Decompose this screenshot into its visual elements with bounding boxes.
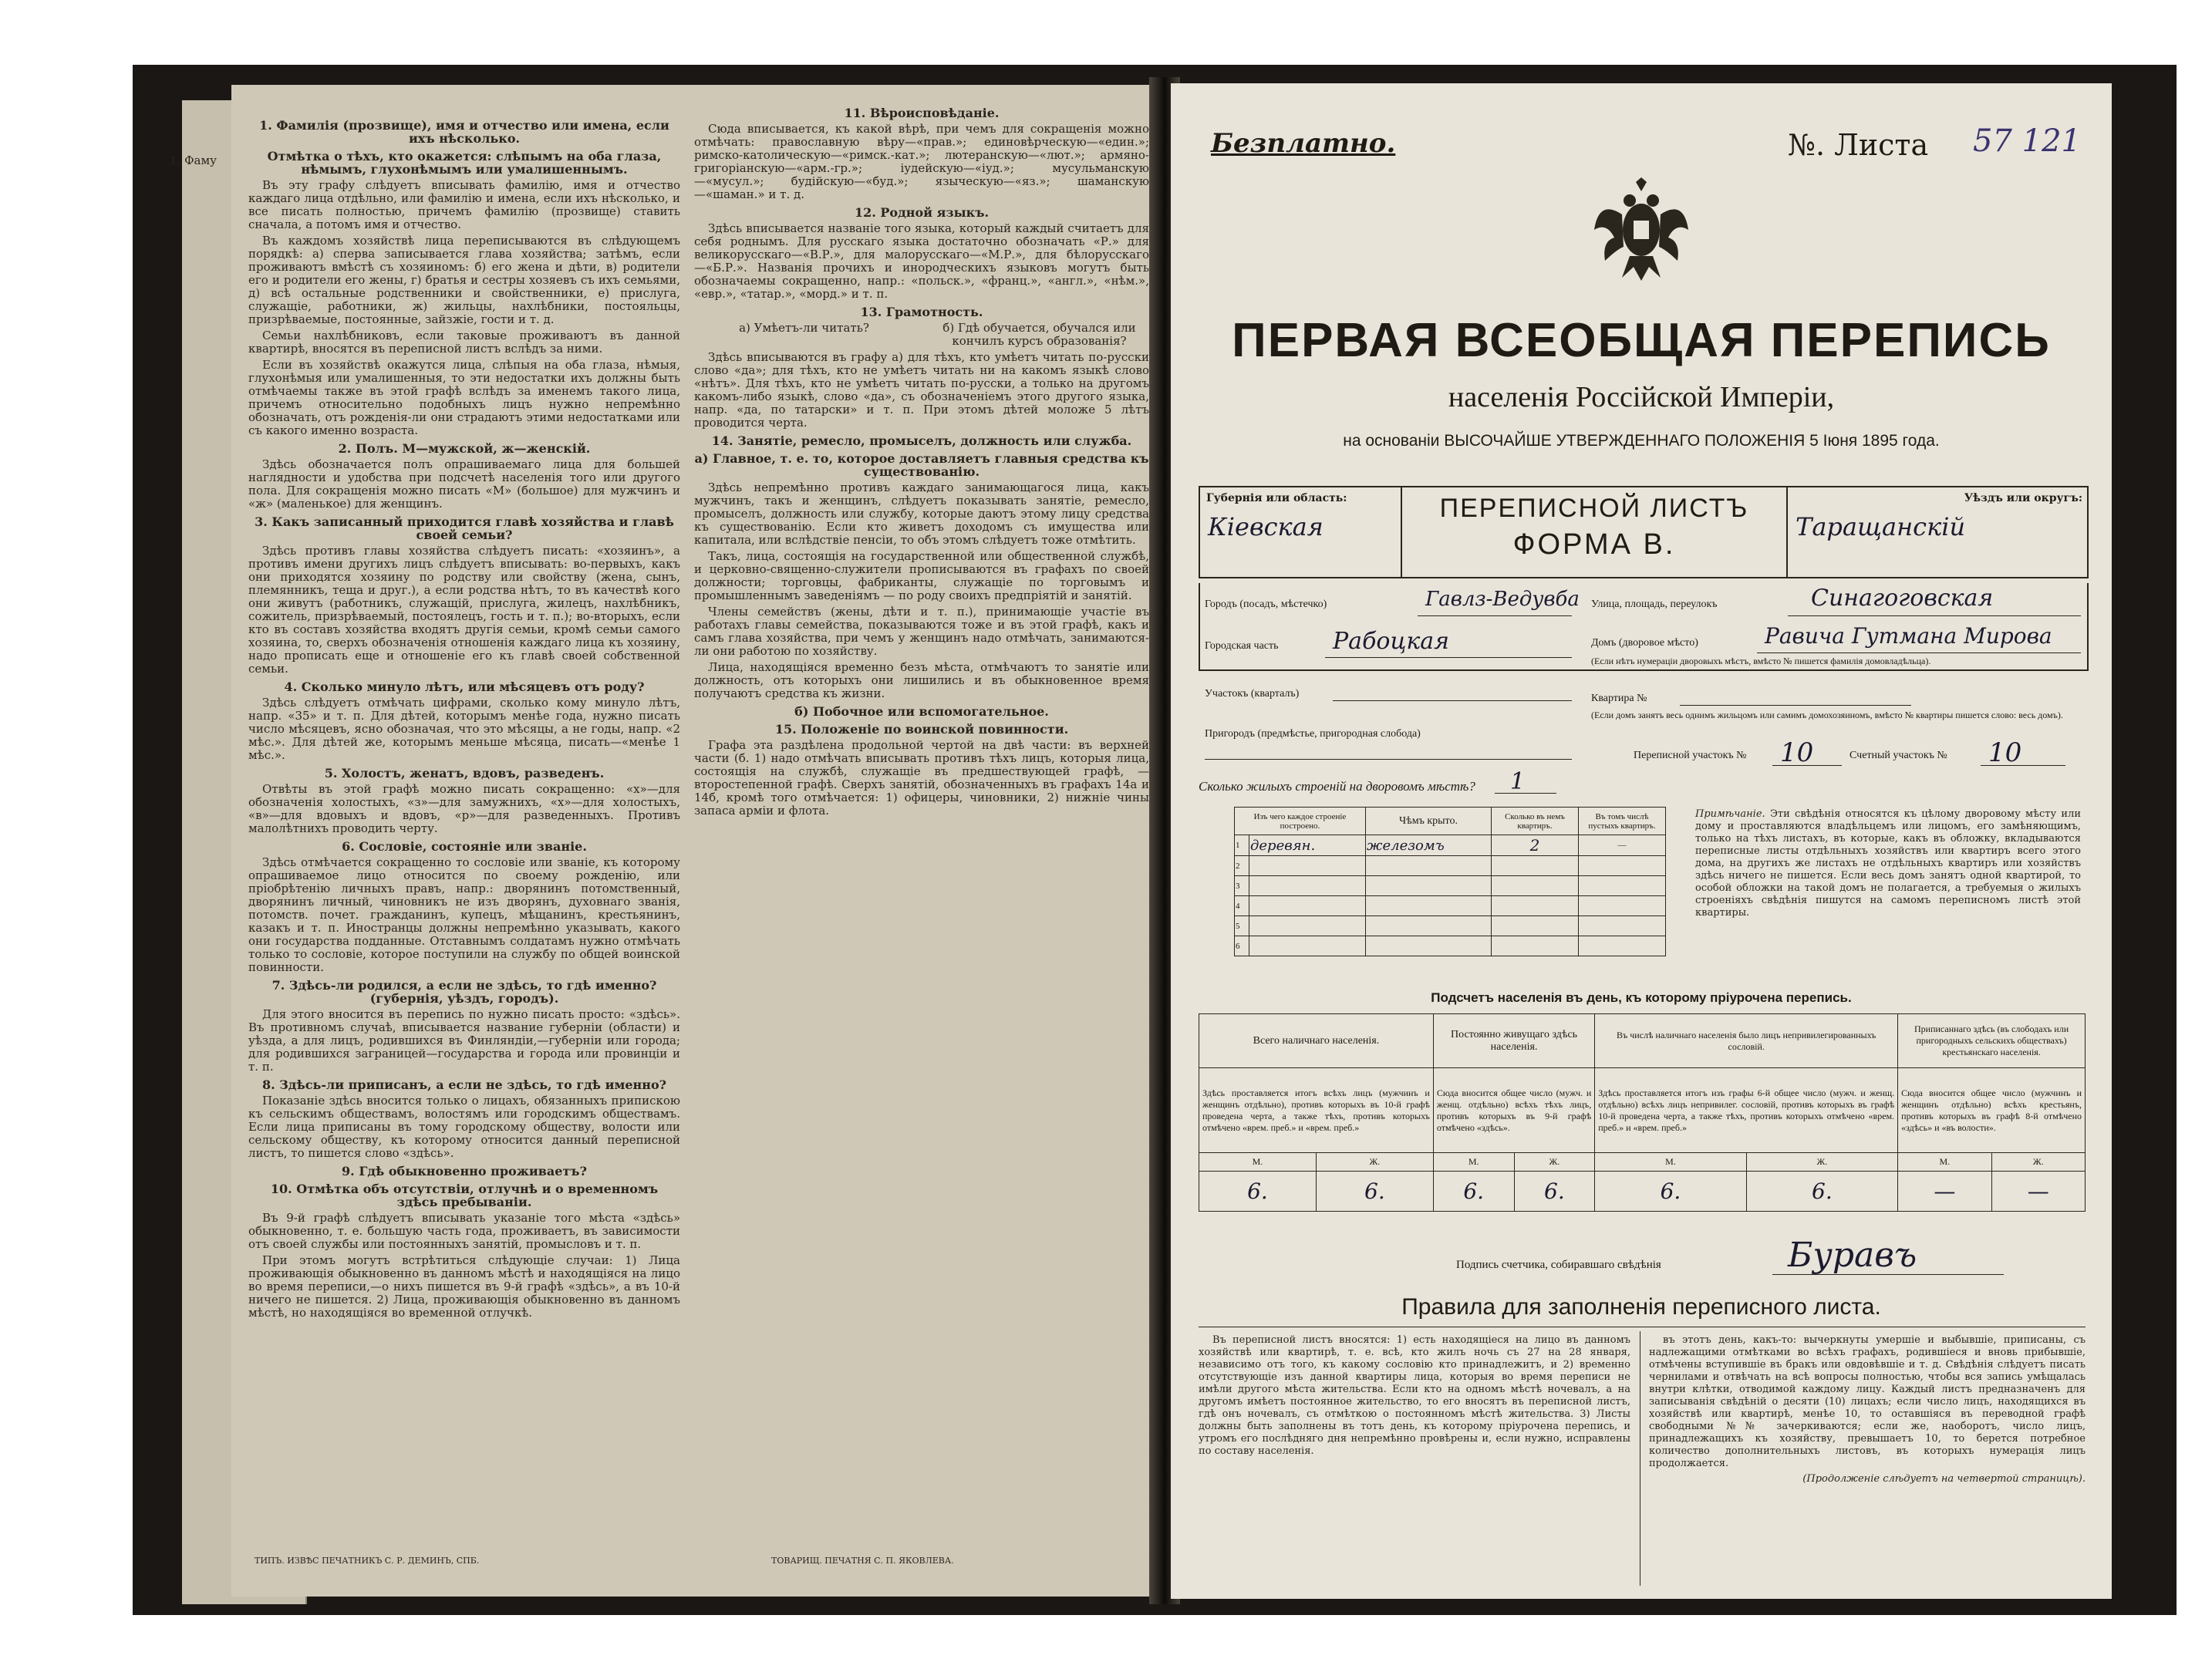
section-6-heading: 6. Сословіе, состояніе или званіе. [342, 839, 587, 854]
table-row: 4 [1235, 896, 1666, 916]
city-value: Гавлз-Ведувба [1425, 588, 1580, 611]
house-value: Равича Гутмана Мирова [1765, 623, 2052, 649]
buildings-count-value: 1 [1510, 768, 1526, 795]
margin-snippet: 1. Фаму [170, 153, 217, 167]
suburb-label: Пригородъ (предмѣстье, пригородная слобода) [1205, 728, 1421, 740]
legal-basis: на основаніи ВЫСОЧАЙШЕ УТВЕРЖДЕННАГО ПОЛОЖЕНІЯ 5 Іюня 1895 года. [1343, 432, 1940, 450]
section-14-heading: 14. Занятіе, ремесло, промыселъ, должность или служба. [711, 433, 1132, 448]
section-5-heading: 5. Холостъ, женатъ, вдовъ, разведенъ. [324, 766, 605, 781]
section-11-heading: 11. Вѣроисповѣданіе. [844, 106, 1000, 120]
rules-column-right: въ этотъ день, какъ-то: вычеркнуты умершіе и выбывшіе, приписаны, съ надлежащими отмѣтками во всѣхъ графахъ, родившіеся и вновь прибывшіе, отмѣчены вступившіе въ бракъ или овдовѣвшіе и т. д. Свѣдѣнія слѣдуетъ писать чернилами и отвѣчать на всѣ вопросы полностью, чтобы вся запись умѣщалась внутри клѣтки, отводимой каждому лицу. Каждый листъ предназначенъ для записыванія свѣдѣній о десяти (10) лицахъ; если число лицъ, находящихся въ хозяйствѣ или квартирѣ, менѣе 10, то оставшіяся въ переводной графѣ свободными №№ зачеркиваются; если же, наоборотъ, число лицъ, принадлежащихъ къ хозяйству, превышаетъ 10, то берется потребное количество дополнительныхъ листовъ, въ которыхъ нумерація лицъ продолжается. (Продолженіе слѣдуетъ на четвертой страницѣ). [1649, 1334, 2086, 1485]
city-part-label: Городская часть [1205, 640, 1279, 652]
uezd-value: Таращанскій [1796, 512, 1966, 541]
signature-label: Подпись счетчика, собиравшаго свѣдѣнія [1456, 1259, 1661, 1271]
house-label: Домъ (дворовое мѣсто) [1591, 637, 1698, 649]
counter-signature: Буравъ [1788, 1236, 1917, 1275]
instructions-column-1: 1. Фамилія (прозвище), имя и отчество или имена, если ихъ нѣсколько. Отмѣтка о тѣхъ, кто окажется: слѣпымъ на оба глаза, нѣмымъ, глухонѣмымъ или умалишеннымъ. Въ эту графу слѣдуетъ вписывать фамилію, имя и отчество каждаго лица отдѣльно, или фамилію и имена, если ихъ нѣсколько, и все писать полностью, причемъ фамилію (прозвище) ставить сначала, а потомъ имя и отчество. Въ каждомъ хозяйствѣ лица переписываются въ слѣдующемъ порядкѣ: а) сперва записывается глава хозяйства; затѣмъ, если проживаютъ вмѣстѣ съ хозяиномъ: б) его жена и дѣти, в) родители его и родители его жены, г) братья и сестры хозяевъ съ ихъ семьями, д) всѣ остальные родственники и свойственники, е) прислуга, служащіе, работники, ж) жильцы, нахлѣбники, постояльцы, призрѣваемые, постоянные, зайзжіе, гости и т. д. Семьи нахлѣбниковъ, если таковые проживаютъ въ данной квартирѣ, вносятся въ переписной листъ вслѣдъ за ними. Если въ хозяйствѣ окажутся лица, слѣпыя на оба глаза, нѣмыя, глухонѣмыя или умалишенныя, то эти недостатки ихъ должны быть отмѣчаемы также въ этой графѣ вслѣдъ за именемъ такого лица, причемъ относительно подобныхъ лицъ нужно непремѣнно обозначать, отъ рожденія-ли они страдаютъ этими недостатками или съ какого именно возраста. 2. Полъ. М—мужской, ж—женскій. Здѣсь обозначается полъ опрашиваемаго лица для большей наглядности и удобства при подсчетѣ населенія того или другого пола. Для сокращенія можно писать «М» (большое) для мужчинъ и «ж» (маленькое) для женщинъ. 3. Какъ записанный приходится главѣ хозяйства и главѣ своей семьи? Здѣсь противъ главы хозяйства слѣдуетъ писать: «хозяинъ», а противъ имени другихъ лицъ слѣдуетъ вписывать: во-первыхъ, какъ они приходятся хозяину по родству или свойству (жена, сынъ, племянникъ, теща и друг.), а если родства нѣтъ, то въ качествѣ кого они живутъ (работникъ, служащій, прислуга, жилецъ, нахлѣбникъ, сожитель, призрѣваемый, постоялецъ, гость и т. п.); во-вторыхъ, если кто въ составъ хозяйства входятъ другія семьи, кромѣ семьи самого хозяина, то, сверхъ обозначенія отношенія каждаго лица къ хозяину, надо прописать еще и отношеніе его къ главѣ своей собственной семьи. 4. Сколько минуло лѣтъ, или мѣсяцевъ отъ роду? Здѣсь слѣдуетъ отмѣчать цифрами, сколько кому минуло лѣтъ, напр. «35» и т. п. Для дѣтей, которымъ менѣе года, нужно писать число мѣсяцевъ, ясно обозначая, что это мѣсяцы, а не годы, напр. «2 мѣс.». Для дѣтей же, которымъ меньше мѣсяца, писать—«менѣе 1 мѣс.». 5. Холостъ, женатъ, вдовъ, разведенъ. Отвѣты въ этой графѣ можно писать сокращенно: «х»—для обозначенія холостыхъ, «з»—для замужнихъ, «х»—для холостыхъ, «в»—для вдовыхъ и вдовъ, «р»—для разведенныхъ. Противъ малолѣтнихъ проводить черту. 6. Сословіе, состояніе или званіе. Здѣсь отмѣчается сокращенно то сословіе или званіе, къ которому опрашиваемое лицо относится по своему рожденію, или пріобрѣтенію личныхъ правъ, напр.: дворянинъ потомственный, дворянинъ личный, чиновникъ не изъ дворянъ, духовнаго званія, потомств. почет. гражданинъ, купецъ, мѣщанинъ, крестьянинъ, казакъ и т. п. Иностранцы должны непремѣнно указывать, какого они государства подданные. Отставнымъ солдатамъ нужно отмѣчать только то сословіе, которое поступили на службу по общей воинской повинности. 7. Здѣсь-ли родился, а если не здѣсь, то гдѣ именно? (губернія, уѣздъ, городъ). Для этого вносится въ перепись по нужно писать просто: «здѣсь». Въ противномъ случаѣ, вписывается название губерніи (области) и уѣзда, а для лицъ, родившихся въ Финляндіи,—губерніи или города; для родившихся заграницей—государства и города или провинціи и т. п. 8. Здѣсь-ли приписанъ, а если не здѣсь, то гдѣ именно? Показаніе здѣсь вносится только о лицахъ, обязанныхъ припискою къ сельскимъ обществамъ, волостямъ или городскимъ обществамъ. Если лица приписаны въ тому городскому обществу, волости или сельскому обществу, къ которому относится данный переписной листъ, то пишется слово «здѣсь». 9. Гдѣ обыкновенно проживаетъ? 10. Отмѣтка объ отсутствіи, отлучнѣ и о временномъ здѣсь пребываніи. Въ 9-й графѣ слѣдуетъ вписывать указаніе того мѣста «здѣсь» обыкновенно, т. е. большую часть года, проживаетъ, въ зависимости отъ своей службы или постоянныхъ занятій, промысловъ и т. п. При этомъ могутъ встрѣтиться слѣдующіе случаи: 1) Лица проживающія обыкновенно въ данномъ мѣстѣ и находящіяся на лицо во время переписи,—о нихъ пишется въ 9-й графѣ «здѣсь», а въ 10-й ничего не пишется. 2) Лица, проживающія обыкновенно въ данномъ мѣстѣ, но находящіяся во временной отлучкѣ. [248, 118, 680, 1320]
literacy-subheadings: а) Умѣетъ-ли читать? б) Гдѣ обучается, обучался или кончилъ курсъ образованія? [739, 321, 1136, 348]
gubernia-box: Губернія или область: Кіевская [1200, 487, 1402, 577]
section-1b-heading: Отмѣтка о тѣхъ, кто окажется: слѣпымъ на оба глаза, нѣмымъ, глухонѣмымъ или умалишеннымъ. [267, 149, 662, 177]
section-2-heading: 2. Полъ. М—мужской, ж—женскій. [338, 441, 591, 456]
rules-title: Правила для заполненія переписного листа. [1401, 1294, 1881, 1320]
section-14a-heading: а) Главное, т. е. то, которое доставляетъ главныя средства къ существованію. [694, 451, 1149, 479]
section-9-heading: 9. Гдѣ обыкновенно проживаетъ? [342, 1164, 587, 1178]
counter-area-label: Счетный участокъ № [1850, 750, 1947, 761]
printer-footer-left: ТИПЪ. ИЗВѢС ПЕЧАТНИКЪ С. Р. ДЕМИНЪ, СПБ. [255, 1556, 480, 1566]
form-main-title: ПЕРВАЯ ВСЕОБЩАЯ ПЕРЕПИСЬ [1232, 314, 2051, 367]
form-title-box: ПЕРЕПИСНОЙ ЛИСТЪ ФОРМА В. [1439, 494, 1749, 561]
section-15-heading: 15. Положеніе по воинской повинности. [774, 722, 1069, 737]
street-label: Улица, площадь, переулокъ [1591, 599, 1718, 610]
census-form-page [1171, 83, 2112, 1599]
gubernia-value: Кіевская [1208, 512, 1323, 541]
free-label: Безплатно. [1211, 128, 1396, 159]
district-label: Участокъ (кварталъ) [1205, 688, 1300, 700]
street-value: Синагоговская [1811, 585, 1994, 612]
section-4-heading: 4. Сколько минуло лѣтъ, или мѣсяцевъ отъ роду? [284, 679, 645, 694]
section-10-heading: 10. Отмѣтка объ отсутствіи, отлучнѣ и о временномъ здѣсь пребываніи. [270, 1182, 659, 1209]
city-part-value: Рабоцкая [1333, 628, 1450, 655]
sheet-number-label: №. Листа [1788, 128, 1929, 162]
counter-area-value: 10 [1988, 737, 2022, 768]
sheet-number-handwritten: 57 121 [1973, 123, 2081, 159]
section-12-heading: 12. Родной языкъ. [854, 205, 990, 220]
section-13-heading: 13. Грамотность. [860, 305, 983, 319]
left-page [170, 85, 1165, 1597]
uezd-box: Уѣздъ или округъ: Таращанскій [1786, 487, 2089, 577]
section-7-heading: 7. Здѣсь-ли родился, а если не здѣсь, то гдѣ именно? (губернія, уѣздъ, городъ). [271, 978, 657, 1006]
table-row: 6. 6. 6. 6. 6. 6. — — [1199, 1172, 2086, 1212]
buildings-table: Изъ чего каждое строеніе построено. Чѣмъ крыто. Сколько въ немъ квартиръ. Въ томъ числѣ пустыхъ квартиръ. 1 деревян. железомъ 2 — 2 3 4 5 6 [1234, 807, 1666, 956]
house-note: (Если нѣтъ нумераціи дворовыхъ мѣстъ, вмѣсто № пишется фамилія домовладѣльца). [1591, 656, 1931, 666]
apartment-label: Квартира № [1591, 693, 1647, 704]
census-area-value: 10 [1780, 737, 1814, 768]
section-3-heading: 3. Какъ записанный приходится главѣ хозяйства и главѣ своей семьи? [255, 514, 674, 542]
instructions-column-2: 11. Вѣроисповѣданіе. Сюда вписывается, къ какой вѣрѣ, при чемъ для сокращенія можно отмѣчать: православную вѣру—«прав.»; единовѣрческую—«един.»; римско-католическую—«римск.-кат.»; лютеранскую—«лют.»; армяно-григоріанскую—«арм.-гр.»; іудейскую—«іуд.»; мусульманскую—«мусул.»; будійскую—«буд.»; язычеcкую—«яз.»; шаманскую—«шаман.» и т. д. 12. Родной языкъ. Здѣсь вписывается названіе того языка, который каждый считаетъ для себя роднымъ. Для русскаго языка достаточно обозначать «Р.» для великорусскаго—«В.Р.», для малорусскаго—«М.Р.», для бѣлорусскаго—«Б.Р.». Названія прочихъ и инородческихъ языковъ могутъ быть обозначаемы сокращенно, напр.: «польск.», «франц.», «англ.», «нѣм.», «евр.», «татар.», «морд.» и т. п. 13. Грамотность. а) Умѣетъ-ли читать? б) Гдѣ обучается, обучался или кончилъ курсъ образованія? Здѣсь вписываются въ графу а) для тѣхъ, кто умѣетъ читать по-русски слово «да»; для тѣхъ, кто не умѣетъ читать ни на какомъ языкѣ слово «нѣтъ». Для тѣхъ, кто не умѣетъ читать по-русски, а только на другомъ какомъ-либо языкѣ, слово «да», съ обозначеніемъ этого другого языка, напр. «да, по татарски» и т. п. При этомъ дѣтей моложе 5 лѣтъ проводится черта. 14. Занятіе, ремесло, промыселъ, должность или служба. а) Главное, т. е. то, которое доставляетъ главныя средства къ существованію. Здѣсь непремѣнно противъ каждаго занимающагося лица, какъ мужчинъ, такъ и женщинъ, слѣдуетъ показывать занятіе, ремесло, промыселъ, должность или службу, которые даютъ этому лицу средства къ существованію. Если кто живетъ доходомъ съ имущества или капитала, или вслѣдствіе пенсіи, то объ этомъ слѣдуетъ тоже отмѣтить. Такъ, лица, состоящія на государственной или общественной службѣ, и церковно-священно-служители прописываются въ графахъ по своей должности; торговцы, фабриканты, служащіе по торговымъ и промышленнымъ заведеніямъ — по роду своихъ предпріятій и занятій. Члены семействъ (жены, дѣти и т. п.), принимающіе участіе въ работахъ главы семейства, показываются тоже и въ этой графѣ, какъ и самъ глава хозяйства, при чемъ у женщинъ надо отмѣчать, занимаются-ли они работою по хозяйству. Лица, находящіяся временно безъ мѣста, отмѣчаютъ то занятіе или должность, отъ которыхъ они лишились и въ обыкновенное время получаютъ средства къ жизни. б) Побочное или вспомогательное. 15. Положеніе по воинской повинности. Графа эта раздѣлена продольной чертой на двѣ части: въ верхней части (б. 1) надо отмѣчать вписывать противъ тѣхъ лицъ, которыя лица, состоящія на службѣ, служащіе въ предшествующей графѣ, — второстепенной графѣ. Сверхъ занятій, обозначенныхъ въ графахъ 14а и 14б, кромѣ того отмѣчается: 1) офицеры, чиновники, 2) нижніе чины запаса арміи и флота. [694, 106, 1149, 818]
form-header-box [1199, 486, 2089, 578]
form-subtitle: населенія Россійской Имперіи, [1448, 381, 1835, 413]
population-count-title: Подсчетъ населенія въ день, къ которому пріурочена перепись. [1431, 990, 1852, 1005]
table-row: 2 [1235, 856, 1666, 876]
table-row: 3 [1235, 876, 1666, 896]
buildings-count-label: Сколько жилыхъ строеній на дворовомъ мѣстѣ? [1199, 779, 1475, 794]
rules-column-left: Въ переписной листъ вносятся: 1) есть находящіеся на лицо въ данномъ хозяйствѣ или квартирѣ, т. е. всѣ, кто жилъ ночь съ 27 на 28 января, независимо отъ того, къ какому сословію кто принадлежитъ, и 2) временно отсутствующіе изъ данной квартиры лица, которыя во время переписи не имѣли другого мѣста жительства. Если кто на одномъ мѣстѣ ночевалъ, а на другомъ имѣетъ постоянное жительство, то его вносятъ въ переписной листъ, гдѣ онъ ночевалъ, съ отмѣткою о постоянномъ мѣстѣ жительства. 3) Листы должны быть заполнены въ тотъ день, къ которому пріурочена перепись, и утромъ его послѣдняго дня непремѣнно провѣрены и, если нужно, исправлены по составу населенія. [1199, 1334, 1630, 1457]
section-14b-heading: б) Побочное или вспомогательное. [794, 704, 1049, 719]
table-row: 1 деревян. железомъ 2 — [1235, 835, 1666, 856]
double-headed-eagle-icon [1591, 176, 1691, 287]
printer-footer-right: ТОВАРИЩ. ПЕЧАТНЯ С. П. ЯКОВЛЕВА. [771, 1556, 954, 1566]
table-row: 6 [1235, 936, 1666, 956]
buildings-note: Примѣчаніе. Эти свѣдѣнія относятся къ цѣлому дворовому мѣсту или дому и проставляются владѣльцемъ или лицомъ, его замѣняющимъ, только на тѣхъ листахъ, въ которые, какъ въ обложку, вкладываются переписные листы отдѣльныхъ хозяйствъ или квартиръ всего этого дома, на другихъ же листахъ не отдѣльныхъ квартиръ или хозяйствъ здѣсь ничего не пишется. Если весь домъ занятъ одной квартирой, то особой обложки на такой домъ не полагается, а требуемыя о жилыхъ строеніяхъ свѣдѣнія пишутся на самомъ переписномъ листѣ этой квартиры. [1695, 808, 2081, 919]
population-count-table: Всего наличнаго населенія. Постоянно живущаго здѣсь населенія. Въ числѣ наличнаго населенія было лицъ непривилегированныхъ сословій. Приписаннаго здѣсь (въ слободахъ или пригородныхъ сельскихъ обществахъ) крестьянскаго населенія. Здѣсь проставляется итогъ всѣхъ лицъ (мужчинъ и женщинъ отдѣльно), противъ которыхъ въ 10-й графѣ проведена черта, а также тѣхъ, противъ которыхъ отмѣчено «врем. преб.» и «врем. преб.» Сюда вносится общее число (мужч. и женщ. отдѣльно) всѣхъ тѣхъ лицъ, противъ которыхъ въ 9-й графѣ отмѣчено «здѣсь». Здѣсь проставляется итогъ изъ графы 6-й общее число (мужч. и женщ. отдѣльно) всѣхъ лицъ непривилег. сословій, противъ которыхъ въ графѣ 10-й проведена черта, а также тѣхъ, противъ которыхъ отмѣчено «врем. преб.» и «врем. преб.» Сюда вносится общее число (мужчинъ и женщинъ отдѣльно) всѣхъ крестьянъ, противъ которыхъ въ графѣ 8-й отмѣчено «здѣсь» и «въ волости». М. Ж. М. Ж. М. Ж. М. Ж. 6. 6. 6. 6. 6. 6. — — [1199, 1013, 2086, 1212]
city-label: Городъ (посадъ, мѣстечко) [1205, 599, 1327, 610]
census-area-label: Переписной участокъ № [1634, 750, 1747, 761]
apartment-note: (Если домъ занятъ весь однимъ жильцомъ или самимъ домохозяиномъ, вмѣсто № квартиры пишется слово: весь домъ). [1591, 710, 2063, 720]
table-row: 5 [1235, 916, 1666, 936]
section-1-heading: 1. Фамилія (прозвище), имя и отчество или имена, если ихъ нѣсколько. [259, 118, 669, 146]
section-8-heading: 8. Здѣсь-ли приписанъ, а если не здѣсь, то гдѣ именно? [261, 1077, 667, 1092]
